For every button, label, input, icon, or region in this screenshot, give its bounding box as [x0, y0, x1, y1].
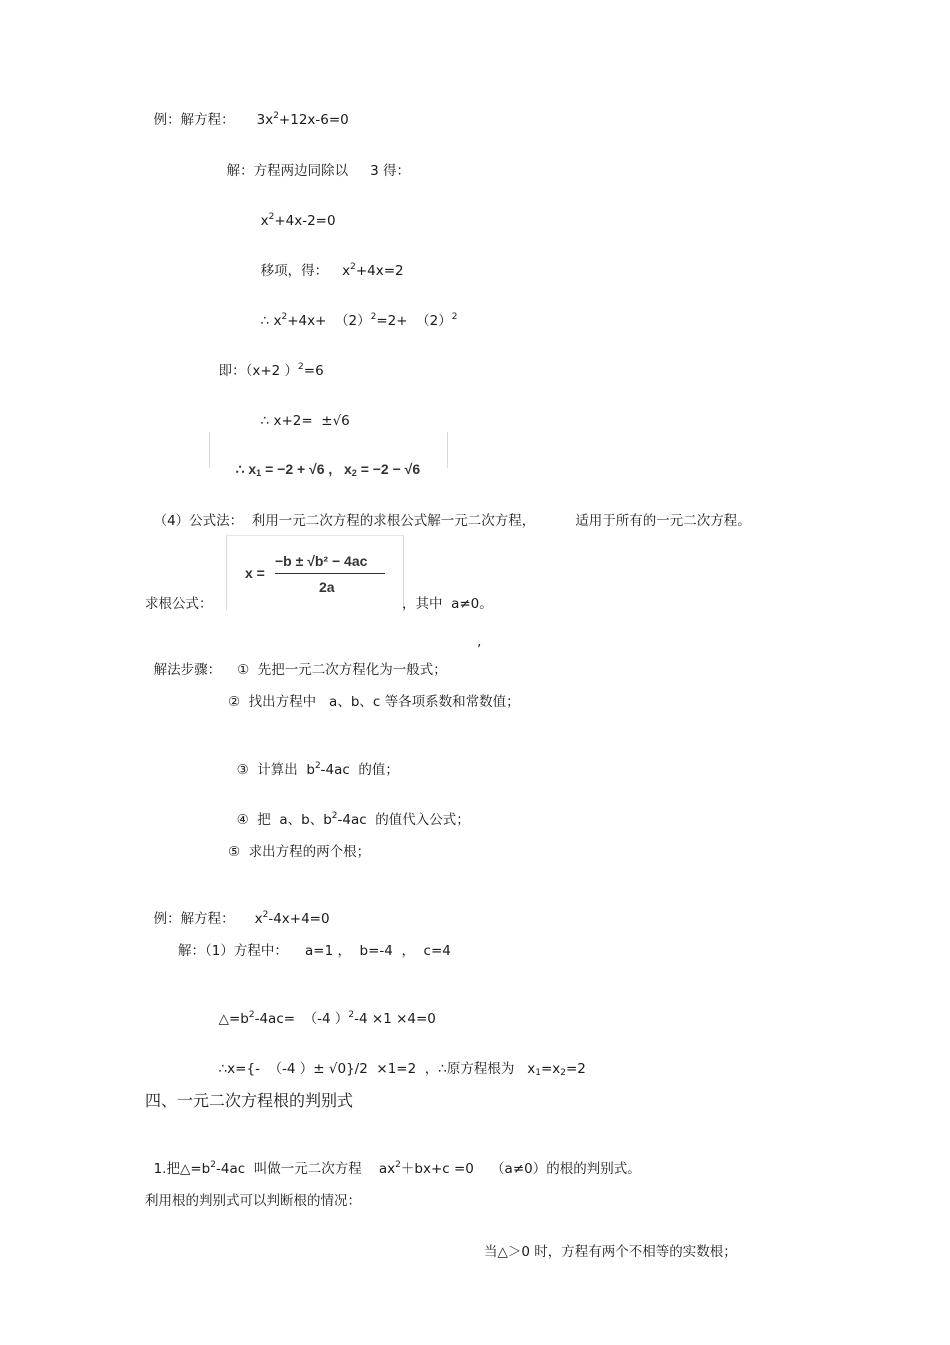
ex1-solution-image: ∴ $x_1 = -2 + √6$ , $x_2 = -2 - √6$ — [209, 432, 448, 468]
formula-x-eq: x = — [245, 565, 265, 581]
formula-label: 求根公式： — [145, 596, 213, 612]
quadratic-formula-image — [226, 535, 404, 610]
ex2-roots: ∴x={- （-4 ）± √0}/2 ×1=2 ，∴原方程根为 $x_1=x_2=2$ — [218, 1061, 586, 1078]
section4-use: 利用根的判别式可以判断根的情况： — [145, 1193, 361, 1209]
ex1-move: 移项，得： $x^2+4x=2$ — [260, 262, 404, 279]
step-3: ③ 计算出 $b^2-4ac$ 的值； — [236, 761, 399, 778]
formula-numerator: −b ± √b² − 4ac — [275, 553, 368, 569]
ex1-title: 例：解方程： — [153, 112, 235, 128]
ex1-step1: 解：方程两边同除以 3 得： — [226, 163, 410, 179]
step-2: ② 找出方程中 a、b、c 等各项系数和常数值； — [228, 694, 520, 710]
ex2-title-line: 例：解方程： $x^2-4x+4=0$ — [153, 910, 330, 927]
ex2-delta: $\triangle=b^2-4ac= (-4$ ）$^2$-4 ×1 ×4=0 — [218, 1010, 436, 1027]
ex1-equation: $3x^2+12x-6=0$ — [256, 111, 349, 128]
formula-fraction-bar — [275, 573, 385, 574]
step-5: ⑤ 求出方程的两个根； — [228, 844, 371, 860]
steps-label-line: 解法步骤： ① 先把一元二次方程化为一般式； — [153, 662, 447, 678]
formula-intro: （4）公式法： 利用一元二次方程的求根公式解一元二次方程， 适用于所有的一元二次方程。 — [153, 513, 751, 529]
stray-mark: ’ — [477, 642, 482, 658]
ex1-eq2: $x^2+4x-2=0$ — [260, 212, 336, 229]
ex1-complete-square: ∴ $x^2+4x+ (2)^2=2+ (2)^2$ — [260, 312, 458, 329]
ex2-sol1: 解：（1）方程中： a=1 ， b=-4 ， c=4 — [178, 943, 451, 959]
ex1-root-line: ∴ x+2= ±√6 — [260, 413, 350, 429]
formula-denominator: 2a — [319, 579, 335, 595]
section4-case1: 当△＞0 时，方程有两个不相等的实数根； — [484, 1244, 737, 1260]
ex1-ie: 即：（x+2 ）$^2$=6 — [218, 362, 324, 379]
section4-heading: 四、一元二次方程根的判别式 — [145, 1091, 354, 1110]
section4-definition: 1.把$\triangle=b^2-4ac$ 叫做一元二次方程 $ax^2+bx+c =0$ （a≠0）的根的判别式。 — [153, 1160, 641, 1177]
ex1-title-line — [145, 93, 349, 129]
formula-condition: ，其中 a≠0。 — [402, 596, 493, 612]
step-4: ④ 把 a、b、$b^2-4ac$ 的值代入公式； — [236, 811, 470, 828]
